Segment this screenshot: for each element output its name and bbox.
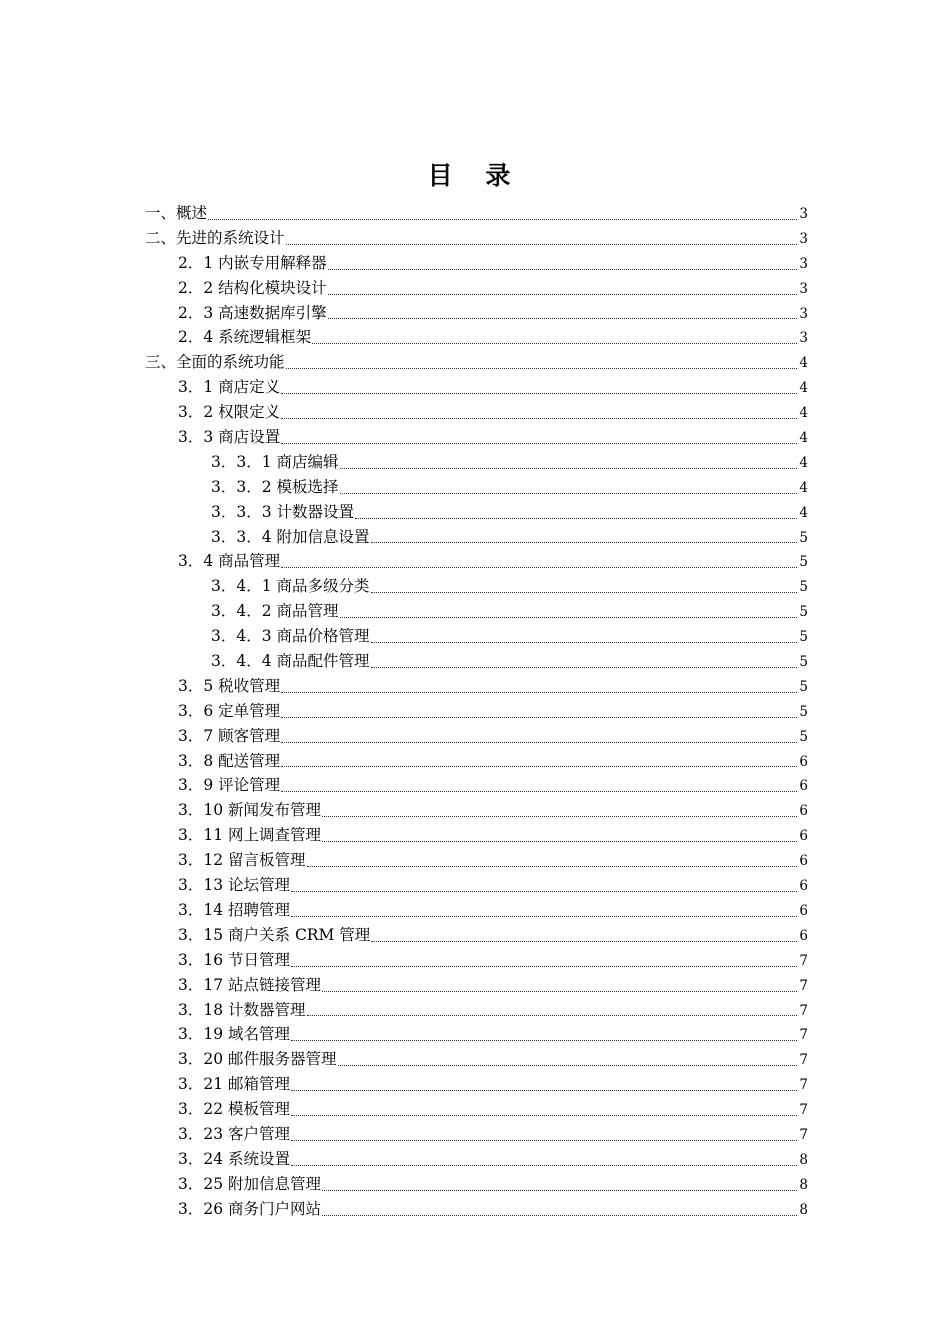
toc-dot-leader <box>340 468 797 469</box>
toc-entry[interactable] <box>145 798 808 823</box>
toc-entry-page-number: 4 <box>799 430 808 447</box>
toc-entry-label: 3．3．1 商店编辑 <box>211 452 339 471</box>
toc-dot-leader <box>281 393 797 394</box>
toc-entry-label: 3．4．4 商品配件管理 <box>211 652 370 671</box>
toc-entry-label: 3．25 附加信息管理 <box>178 1174 322 1193</box>
table-of-contents <box>145 201 808 1222</box>
toc-entry-page-number: 7 <box>799 1126 808 1143</box>
toc-entry-label: 3．4 商品管理 <box>178 552 281 571</box>
toc-entry[interactable] <box>145 749 808 774</box>
toc-entry-page-number: 6 <box>799 878 808 895</box>
toc-entry-label: 2．4 系统逻辑框架 <box>178 328 312 347</box>
toc-dot-leader <box>286 244 797 245</box>
toc-entry-label: 3．19 域名管理 <box>178 1025 291 1044</box>
toc-entry-label: 3．4．1 商品多级分类 <box>211 577 370 596</box>
toc-entry-page-number: 7 <box>799 952 808 969</box>
toc-dot-leader <box>371 941 797 942</box>
toc-dot-leader <box>307 1015 797 1016</box>
toc-entry-label: 3．12 留言板管理 <box>178 851 306 870</box>
toc-entry[interactable] <box>145 674 808 699</box>
toc-entry[interactable] <box>145 599 808 624</box>
toc-entry-page-number: 3 <box>799 330 808 347</box>
toc-dot-leader <box>281 418 797 419</box>
toc-entry[interactable] <box>145 226 808 251</box>
toc-entry-label: 3．10 新闻发布管理 <box>178 801 322 820</box>
toc-entry-label: 3．21 邮箱管理 <box>178 1075 291 1094</box>
toc-dot-leader <box>281 766 797 767</box>
toc-entry-label: 3．3．3 计数器设置 <box>211 502 355 521</box>
toc-entry[interactable] <box>145 325 808 350</box>
toc-dot-leader <box>208 219 797 220</box>
toc-dot-leader <box>328 318 797 319</box>
toc-entry-label: 3．9 评论管理 <box>178 776 281 795</box>
toc-entry-label: 3．1 商店定义 <box>178 378 281 397</box>
toc-entry[interactable] <box>145 276 808 301</box>
toc-entry-page-number: 3 <box>799 305 808 322</box>
toc-entry[interactable] <box>145 301 808 326</box>
toc-dot-leader <box>291 891 797 892</box>
toc-dot-leader <box>281 742 797 743</box>
toc-dot-leader <box>322 1215 797 1216</box>
toc-entry-page-number: 4 <box>799 355 808 372</box>
toc-dot-leader <box>291 1090 797 1091</box>
toc-entry[interactable] <box>145 549 808 574</box>
toc-entry-page-number: 6 <box>799 778 808 795</box>
toc-dot-leader <box>371 667 797 668</box>
toc-entry-label: 3．18 计数器管理 <box>178 1000 306 1019</box>
toc-entry-label: 3．4．3 商品价格管理 <box>211 627 370 646</box>
toc-entry[interactable] <box>145 823 808 848</box>
toc-entry[interactable] <box>145 1122 808 1147</box>
toc-dot-leader <box>291 916 797 917</box>
toc-entry-label: 2．3 高速数据库引擎 <box>178 303 327 322</box>
toc-dot-leader <box>322 991 797 992</box>
toc-dot-leader <box>281 717 797 718</box>
toc-dot-leader <box>322 841 797 842</box>
toc-entry-label: 3．13 论坛管理 <box>178 876 291 895</box>
toc-entry-page-number: 3 <box>799 280 808 297</box>
toc-entry-label: 3．24 系统设置 <box>178 1149 291 1168</box>
toc-entry-page-number: 7 <box>799 1052 808 1069</box>
toc-entry[interactable] <box>145 948 808 973</box>
toc-entry-label: 3．3．2 模板选择 <box>211 477 339 496</box>
toc-entry-label: 3．3．4 附加信息设置 <box>211 527 370 546</box>
toc-entry[interactable] <box>145 1022 808 1047</box>
toc-dot-leader <box>312 343 797 344</box>
toc-entry-label: 3．6 定单管理 <box>178 701 281 720</box>
toc-entry-page-number: 4 <box>799 380 808 397</box>
toc-entry[interactable] <box>145 699 808 724</box>
toc-entry-page-number: 6 <box>799 927 808 944</box>
toc-entry-label: 3．16 节日管理 <box>178 950 291 969</box>
toc-entry-page-number: 5 <box>799 703 808 720</box>
toc-dot-leader <box>291 1165 797 1166</box>
toc-dot-leader <box>322 816 797 817</box>
toc-entry-page-number: 4 <box>799 504 808 521</box>
toc-dot-leader <box>307 866 797 867</box>
toc-entry-page-number: 5 <box>799 728 808 745</box>
toc-entry[interactable] <box>145 973 808 998</box>
toc-entry-label: 3．5 税收管理 <box>178 676 281 695</box>
toc-entry-label: 3．22 模板管理 <box>178 1100 291 1119</box>
toc-entry[interactable] <box>145 400 808 425</box>
toc-entry-label: 3．14 招聘管理 <box>178 900 291 919</box>
toc-dot-leader <box>322 1190 797 1191</box>
toc-entry-page-number: 5 <box>799 604 808 621</box>
toc-dot-leader <box>340 617 797 618</box>
toc-entry[interactable] <box>145 649 808 674</box>
toc-entry-page-number: 3 <box>799 255 808 272</box>
toc-entry[interactable] <box>145 923 808 948</box>
toc-entry-page-number: 6 <box>799 853 808 870</box>
toc-dot-leader <box>338 1065 797 1066</box>
toc-entry-page-number: 7 <box>799 1027 808 1044</box>
toc-entry-page-number: 5 <box>799 529 808 546</box>
toc-entry[interactable] <box>145 425 808 450</box>
toc-entry-page-number: 6 <box>799 753 808 770</box>
toc-entry-label: 一、概述 <box>145 204 208 222</box>
toc-entry-page-number: 8 <box>799 1176 808 1193</box>
toc-dot-leader <box>281 567 797 568</box>
toc-entry-label: 3．17 站点链接管理 <box>178 975 322 994</box>
toc-entry[interactable] <box>145 998 808 1023</box>
toc-entry[interactable] <box>145 525 808 550</box>
toc-entry-page-number: 5 <box>799 678 808 695</box>
toc-entry[interactable] <box>145 350 808 375</box>
toc-entry[interactable] <box>145 873 808 898</box>
toc-dot-leader <box>281 791 797 792</box>
toc-entry-label: 二、先进的系统设计 <box>145 228 285 247</box>
toc-dot-leader <box>371 642 797 643</box>
toc-entry[interactable] <box>145 1072 808 1097</box>
toc-entry[interactable] <box>145 848 808 873</box>
toc-entry-page-number: 3 <box>799 230 808 247</box>
toc-entry-page-number: 4 <box>799 454 808 471</box>
toc-entry-label: 3．2 权限定义 <box>178 403 281 422</box>
toc-entry[interactable] <box>145 251 808 276</box>
toc-entry[interactable] <box>145 1047 808 1072</box>
toc-dot-leader <box>291 1115 797 1116</box>
toc-entry[interactable] <box>145 574 808 599</box>
toc-entry[interactable] <box>145 500 808 525</box>
toc-entry-label: 2．1 内嵌专用解释器 <box>178 253 327 272</box>
toc-dot-leader <box>355 518 797 519</box>
toc-dot-leader <box>291 1140 797 1141</box>
toc-dot-leader <box>328 294 797 295</box>
toc-entry-label: 3．15 商户关系 CRM 管理 <box>178 925 371 944</box>
toc-entry-page-number: 5 <box>799 579 808 596</box>
toc-dot-leader <box>286 368 797 369</box>
toc-entry-page-number: 6 <box>799 902 808 919</box>
toc-entry[interactable] <box>145 375 808 400</box>
toc-entry-label: 3．23 客户管理 <box>178 1124 291 1143</box>
toc-entry[interactable] <box>145 724 808 749</box>
toc-entry-label: 3．11 网上调查管理 <box>178 826 322 845</box>
toc-entry-page-number: 4 <box>799 405 808 422</box>
toc-entry-label: 3．4．2 商品管理 <box>211 602 339 621</box>
toc-dot-leader <box>340 493 797 494</box>
toc-entry-label: 3．3 商店设置 <box>178 428 281 447</box>
toc-entry[interactable] <box>145 450 808 475</box>
toc-entry[interactable] <box>145 773 808 798</box>
toc-entry-page-number: 6 <box>799 803 808 820</box>
toc-entry[interactable] <box>145 1147 808 1172</box>
toc-entry-page-number: 5 <box>799 654 808 671</box>
page-title: 目 录 <box>427 161 523 190</box>
toc-dot-leader <box>281 443 797 444</box>
toc-dot-leader <box>291 1040 797 1041</box>
toc-entry-page-number: 7 <box>799 977 808 994</box>
toc-entry-page-number: 3 <box>799 206 808 222</box>
toc-entry[interactable] <box>145 624 808 649</box>
toc-entry[interactable] <box>145 475 808 500</box>
toc-entry-label: 3．8 配送管理 <box>178 751 281 770</box>
toc-entry-page-number: 5 <box>799 554 808 571</box>
toc-dot-leader <box>371 592 797 593</box>
toc-entry-label: 3．7 顾客管理 <box>178 726 281 745</box>
toc-entry[interactable] <box>145 201 808 226</box>
toc-entry[interactable] <box>145 898 808 923</box>
toc-entry-page-number: 7 <box>799 1002 808 1019</box>
toc-dot-leader <box>291 966 797 967</box>
toc-entry[interactable] <box>145 1097 808 1122</box>
toc-dot-leader <box>371 542 797 543</box>
toc-entry-page-number: 8 <box>799 1151 808 1168</box>
toc-entry-label: 2．2 结构化模块设计 <box>178 278 327 297</box>
toc-dot-leader <box>281 692 797 693</box>
toc-entry-page-number: 5 <box>799 629 808 646</box>
toc-entry-page-number: 7 <box>799 1102 808 1119</box>
toc-entry-page-number: 4 <box>799 479 808 496</box>
toc-entry-label: 3．26 商务门户网站 <box>178 1199 322 1218</box>
toc-entry[interactable] <box>145 1197 808 1222</box>
toc-entry-label: 3．20 邮件服务器管理 <box>178 1050 337 1069</box>
toc-entry-label: 三、全面的系统功能 <box>145 353 285 372</box>
toc-dot-leader <box>328 269 797 270</box>
toc-entry[interactable] <box>145 1172 808 1197</box>
toc-entry-page-number: 6 <box>799 828 808 845</box>
toc-entry-page-number: 7 <box>799 1077 808 1094</box>
toc-entry-page-number: 8 <box>799 1201 808 1218</box>
